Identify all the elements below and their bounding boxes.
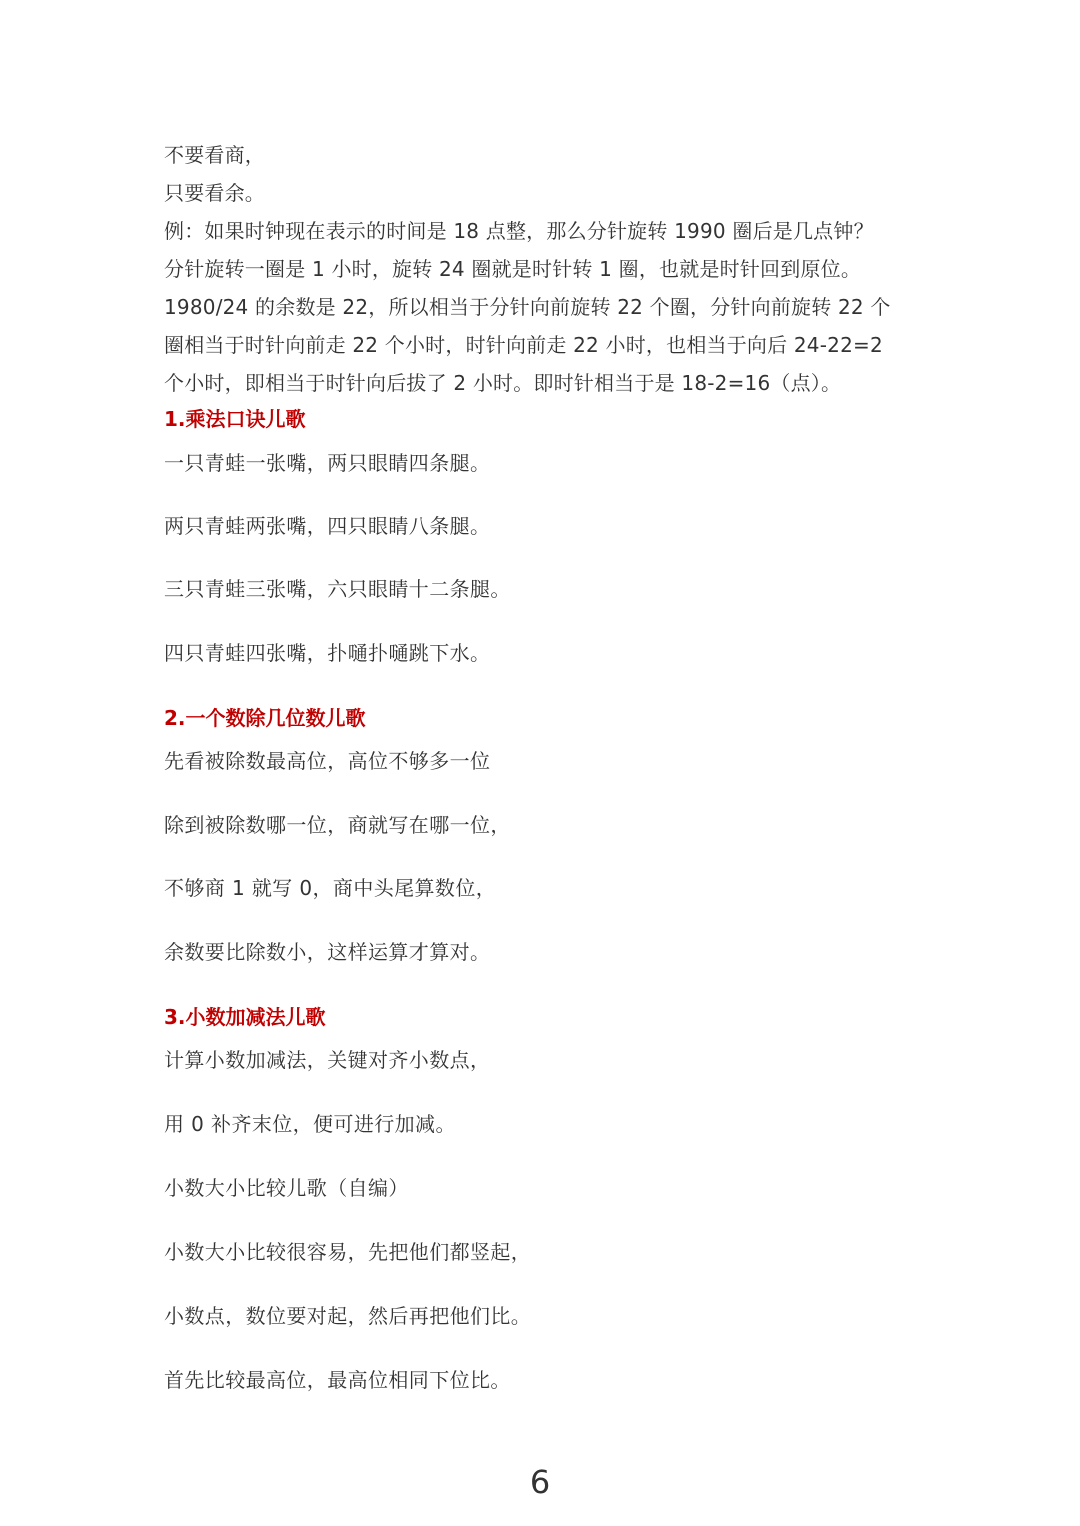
verse-line: 小数大小比较儿歌（自编） bbox=[164, 1176, 409, 1200]
verse-line: 先看被除数最高位，高位不够多一位 bbox=[164, 749, 491, 773]
section-heading: 2.一个数除几位数儿歌 bbox=[164, 706, 366, 730]
verse-block bbox=[164, 1237, 924, 1267]
intro-line: 不要看商， bbox=[164, 143, 265, 167]
verse-block bbox=[164, 448, 924, 478]
verse-block bbox=[164, 511, 924, 541]
verse-line: 计算小数加减法，关键对齐小数点， bbox=[164, 1048, 491, 1072]
verse-block bbox=[164, 574, 924, 604]
verse-line: 两只青蛙两张嘴，四只眼睛八条腿。 bbox=[164, 514, 491, 538]
verse-block bbox=[164, 1045, 924, 1075]
verse-block bbox=[164, 1301, 924, 1331]
verse-line: 一只青蛙一张嘴，两只眼睛四条腿。 bbox=[164, 451, 491, 475]
verse-line: 四只青蛙四张嘴，扑嗵扑嗵跳下水。 bbox=[164, 641, 491, 665]
verse-line: 小数点，数位要对起，然后再把他们比。 bbox=[164, 1304, 532, 1328]
section-multiplication-rhyme bbox=[164, 404, 924, 434]
verse-block bbox=[164, 873, 924, 903]
intro-line: 只要看余。 bbox=[164, 181, 265, 205]
verse-block bbox=[164, 810, 924, 840]
section-decimal-rhyme bbox=[164, 1002, 924, 1032]
page-number: 6 bbox=[529, 1463, 551, 1501]
verse-line: 用 0 补齐末位，便可进行加减。 bbox=[164, 1112, 456, 1136]
intro-line: 圈相当于时针向前走 22 个小时，时针向前走 22 小时，也相当于向后 24-22=2 bbox=[164, 333, 883, 357]
verse-block bbox=[164, 937, 924, 967]
verse-line: 余数要比除数小，这样运算才算对。 bbox=[164, 940, 491, 964]
verse-line: 三只青蛙三张嘴，六只眼睛十二条腿。 bbox=[164, 577, 511, 601]
verse-line: 除到被除数哪一位，商就写在哪一位， bbox=[164, 813, 511, 837]
verse-block bbox=[164, 1365, 924, 1395]
verse-block bbox=[164, 1173, 924, 1203]
intro-line: 分针旋转一圈是 1 小时，旋转 24 圈就是时针转 1 圈，也就是时针回到原位。 bbox=[164, 257, 862, 281]
section-heading: 1.乘法口诀儿歌 bbox=[164, 407, 306, 431]
verse-line: 首先比较最高位，最高位相同下位比。 bbox=[164, 1368, 511, 1392]
intro-line: 例：如果时钟现在表示的时间是 18 点整，那么分针旋转 1990 圈后是几点钟？ bbox=[164, 219, 874, 243]
verse-block bbox=[164, 638, 924, 668]
verse-line: 小数大小比较很容易，先把他们都竖起， bbox=[164, 1240, 532, 1264]
section-division-rhyme bbox=[164, 703, 924, 733]
verse-block bbox=[164, 1109, 924, 1139]
verse-line: 不够商 1 就写 0，商中头尾算数位， bbox=[164, 876, 497, 900]
intro-line: 个小时，即相当于时针向后拔了 2 小时。即时针相当于是 18-2=16（点）。 bbox=[164, 371, 842, 395]
verse-block bbox=[164, 746, 924, 776]
section-heading: 3.小数加减法儿歌 bbox=[164, 1005, 326, 1029]
intro-line: 1980/24 的余数是 22，所以相当于分针向前旋转 22 个圈，分针向前旋转 22 个 bbox=[164, 295, 891, 319]
intro-paragraph bbox=[164, 136, 924, 402]
